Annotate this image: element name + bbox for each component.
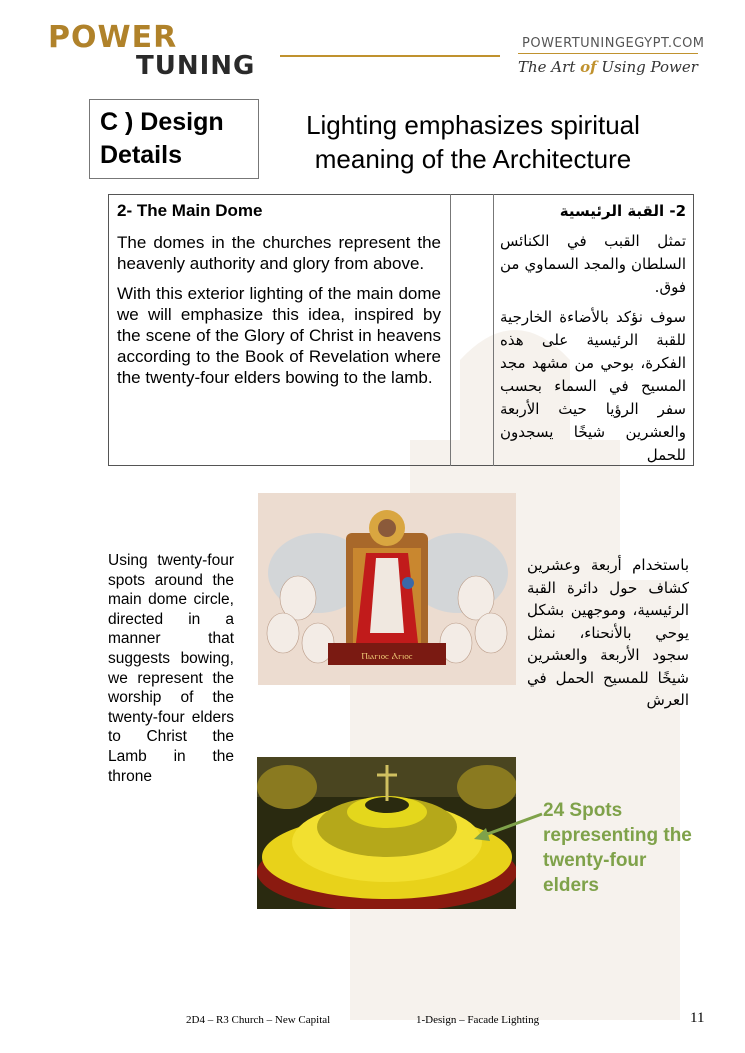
footer-project: 2D4 – R3 Church – New Capital xyxy=(186,1014,331,1026)
ar-title: 2- القبة الرئيسية xyxy=(559,202,686,220)
footer-section: 1-Design – Facade Lighting xyxy=(416,1014,540,1026)
en-paragraph-2: With this exterior lighting of the main dome we will emphasize this idea, inspired by the scene of the Glory of Christ in heavens according to the Book of Revelation where the twenty-four elders bowing to the lamb. xyxy=(117,284,441,387)
spots-callout: 24 Spots representing the twenty-four elders xyxy=(543,800,692,896)
pointer-arrow xyxy=(466,808,546,848)
en-paragraph-1: The domes in the churches represent the heavenly authority and glory from above. xyxy=(117,233,441,273)
tagline: The Art of Using Power xyxy=(518,58,698,76)
page-number: 11 xyxy=(690,1010,705,1026)
page-heading: Lighting emphasizes spiritual meaning of the Architecture xyxy=(306,110,640,174)
logo-power: POWER xyxy=(48,20,178,55)
table-divider xyxy=(450,194,451,466)
painting-caption: Ⲡⲓⲁⲅⲓⲟⲥ Ⲁⲅⲓⲟⲥ xyxy=(361,652,413,662)
christ-enthroned-painting xyxy=(258,493,516,685)
logo-tuning: TUNING xyxy=(136,51,256,81)
section-label: C ) Design Details xyxy=(89,99,259,179)
english-column xyxy=(117,200,441,397)
header-rule xyxy=(280,55,500,57)
spots-description-en: Using twenty-four spots around the main dome circle, directed in a manner that suggests bowing, we represent the worship of the twenty-four elders to Christ the Lamb in the throne xyxy=(108,552,234,785)
arabic-column xyxy=(500,200,686,474)
ar-paragraph-2: سوف نؤكد بالأضاءة الخارجية للقبة الرئيسية على هذه الفكرة، بوحي من مشهد مجد المسيح في السماء بحسب سفر الرؤيا حيث الأربعة والعشرين شيخًا يسجدون للحمل xyxy=(500,308,686,464)
en-title: 2- The Main Dome xyxy=(117,201,263,220)
spots-description-ar: باستخدام أربعة وعشرين كشاف حول دائرة القبة الرئيسية، وموجهين بشكل يوحي بالأنحناء، نمثل سجود الأربعة والعشرين شيخًا للمسيح الحمل في العرش xyxy=(527,556,689,709)
table-divider xyxy=(493,194,494,466)
site-name: POWERTUNINGEGYPT.COM xyxy=(522,36,705,51)
ar-paragraph-1: تمثل القبب في الكنائس السلطان والمجد السماوي من فوق. xyxy=(500,232,686,296)
site-rule xyxy=(518,53,698,54)
